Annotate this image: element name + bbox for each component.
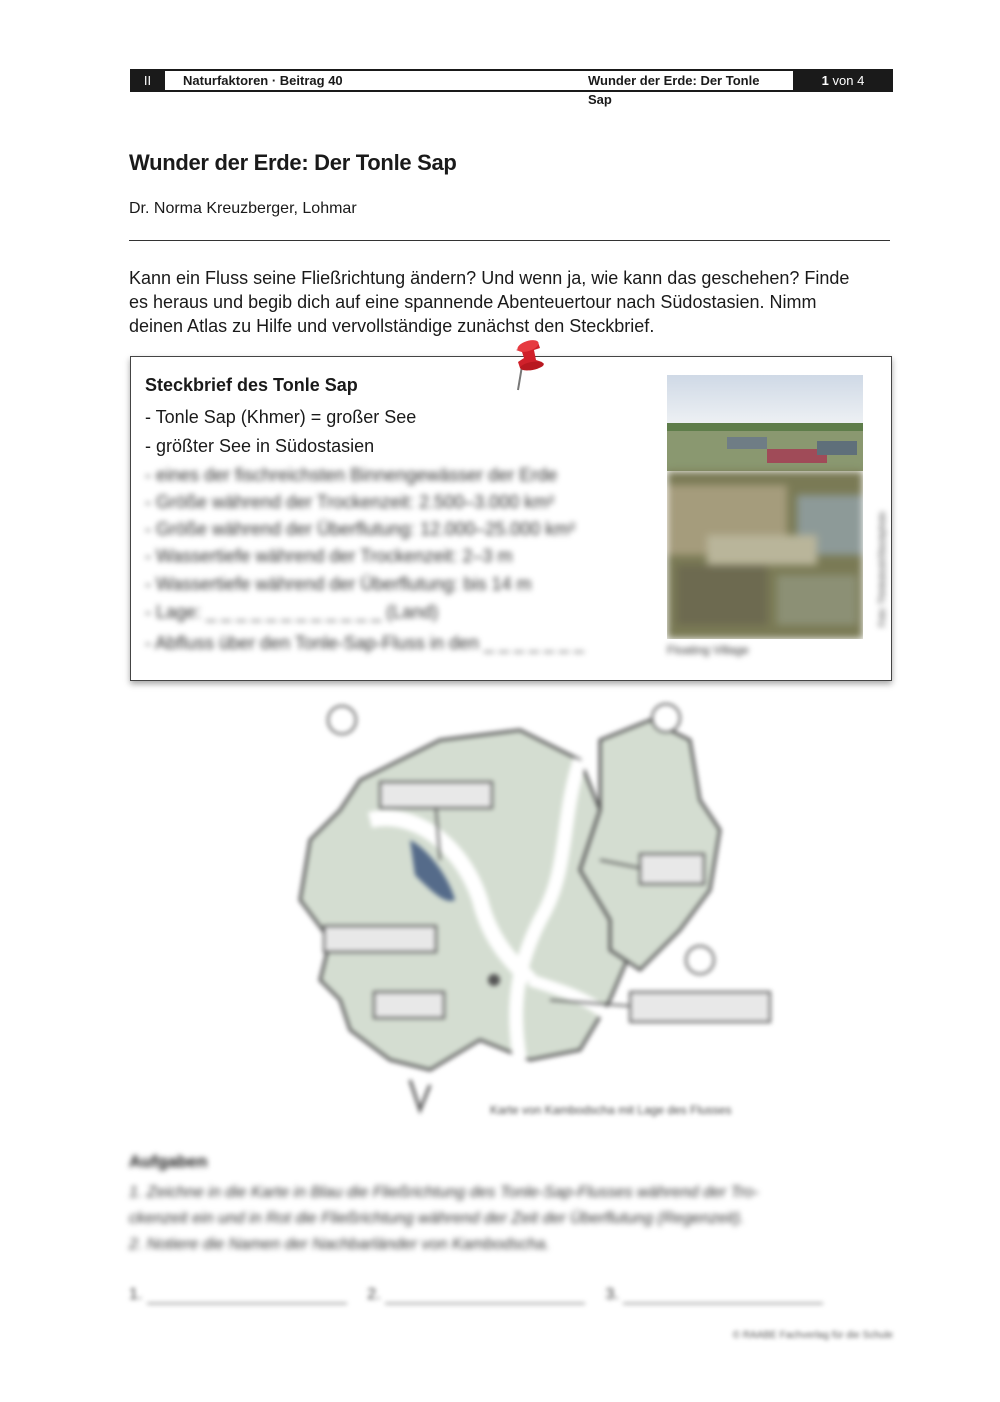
page-current: 1 xyxy=(821,73,829,88)
page-title: Wunder der Erde: Der Tonle Sap xyxy=(129,150,457,175)
photo-caption: Floating Village xyxy=(667,643,749,657)
answer-label: 3. xyxy=(605,1286,619,1303)
header-bar xyxy=(130,69,893,107)
page-number xyxy=(793,71,893,90)
author: Dr. Norma Kreuzberger, Lohmar xyxy=(129,200,357,217)
answer-field[interactable] xyxy=(385,1289,585,1304)
answer-lines xyxy=(129,1286,839,1304)
header-series: Naturfaktoren · Beitrag 40 xyxy=(183,73,343,88)
fact-item: - Wassertiefe während der Überflutung: bis 14 m xyxy=(145,574,532,594)
answer-label: 1. xyxy=(129,1286,143,1303)
footer: © RAABE Fachverlag für die Schule xyxy=(732,1330,893,1341)
header-roman: II xyxy=(143,73,152,88)
pushpin-icon xyxy=(508,336,548,399)
fact-item: - Lage: _ _ _ _ _ _ _ _ _ _ _ _ (Land) xyxy=(145,602,439,622)
page-total: von 4 xyxy=(828,73,865,88)
divider xyxy=(129,240,890,241)
fact-item: - Größe während der Trockenzeit: 2.500–3.000 km² xyxy=(145,492,555,512)
intro-text xyxy=(129,266,899,338)
steckbrief-box xyxy=(130,356,892,681)
cambodia-map xyxy=(280,700,800,1125)
fact-item: - eines der fischreichsten Binnengewässer der Erde xyxy=(145,465,558,485)
fact-item: - größter See in Südostasien xyxy=(145,436,375,456)
intro-line: deinen Atlas zu Hilfe und vervollständige zunächst den Steckbrief. xyxy=(129,316,655,336)
photo-credit: Foto: Thinkstock/iStockphoto xyxy=(877,511,887,627)
header-title-box xyxy=(588,71,793,107)
floating-village-photo xyxy=(667,375,863,639)
fact-item: - Abfluss über den Tonle-Sap-Fluss in den _ _ _ _ _ _ _ xyxy=(145,633,584,653)
fact-item: - Wassertiefe während der Trockenzeit: 2–3 m xyxy=(145,546,513,566)
header-series-box xyxy=(165,71,588,90)
answer-field[interactable] xyxy=(623,1289,823,1304)
fact-item: - Tonle Sap (Khmer) = großer See xyxy=(145,407,417,427)
task-line: ckenzeit ein und in Rot die Fließrichtung während der Zeit der Überflutung (Regenzeit). xyxy=(129,1210,745,1227)
intro-line: es heraus und begib dich auf eine spannende Abenteuertour nach Südostasien. Nimm xyxy=(129,292,817,312)
task-line: 1. Zeichne in die Karte in Blau die Fließrichtung des Tonle-Sap-Flusses während der Tro- xyxy=(129,1184,759,1201)
map-caption: Karte von Kambodscha mit Lage des Flusses xyxy=(490,1103,732,1117)
fact-item: - Größe während der Überflutung: 12.000–25.000 km² xyxy=(145,519,576,539)
tasks-title: Aufgaben xyxy=(129,1152,208,1171)
steckbrief-title: Steckbrief des Tonle Sap xyxy=(145,375,358,395)
task-line: 2. Notiere die Namen der Nachbarländer von Kambodscha. xyxy=(129,1236,550,1253)
answer-field[interactable] xyxy=(147,1289,347,1304)
intro-line: Kann ein Fluss seine Fließrichtung ändern? Und wenn ja, wie kann das geschehen? Finde xyxy=(129,268,850,288)
header-doc-title: Wunder der Erde: Der Tonle Sap xyxy=(588,73,760,107)
answer-label: 2. xyxy=(367,1286,381,1303)
